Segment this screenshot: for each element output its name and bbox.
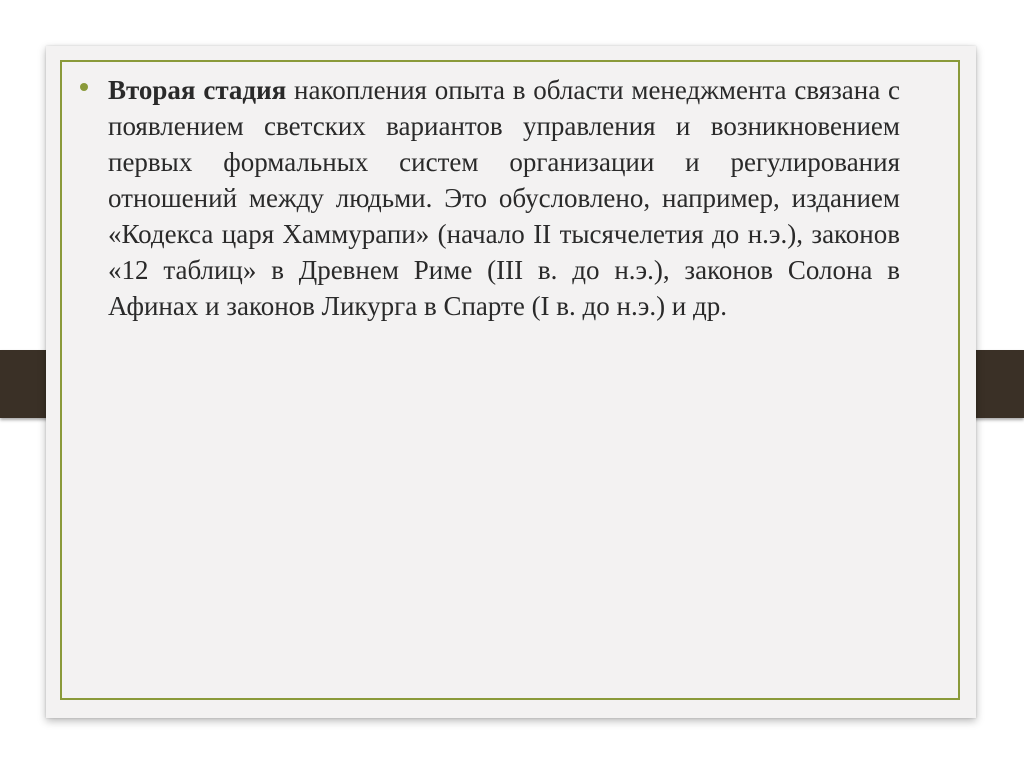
bullet-bold-lead: Вторая стадия [108,75,287,105]
slide-card [46,46,976,718]
bullet-item [80,72,900,324]
bullet-icon [80,83,88,91]
bullet-body: накопления опыта в области менеджмента связана с появлением светских вариантов управления и возникновением первых формальных систем организации и регулирования отношений между людьми. Это обусловлено, например, изданием «Кодекса царя Хаммурапи» (начало II тысячелетия до н.э.), законов «12 таблиц» в Древнем Риме (III в. до н.э.), законов Солона в Афинах и законов Ликурга в Спарте (I в. до н.э.) и др. [108,75,900,321]
bullet-text [108,72,900,324]
